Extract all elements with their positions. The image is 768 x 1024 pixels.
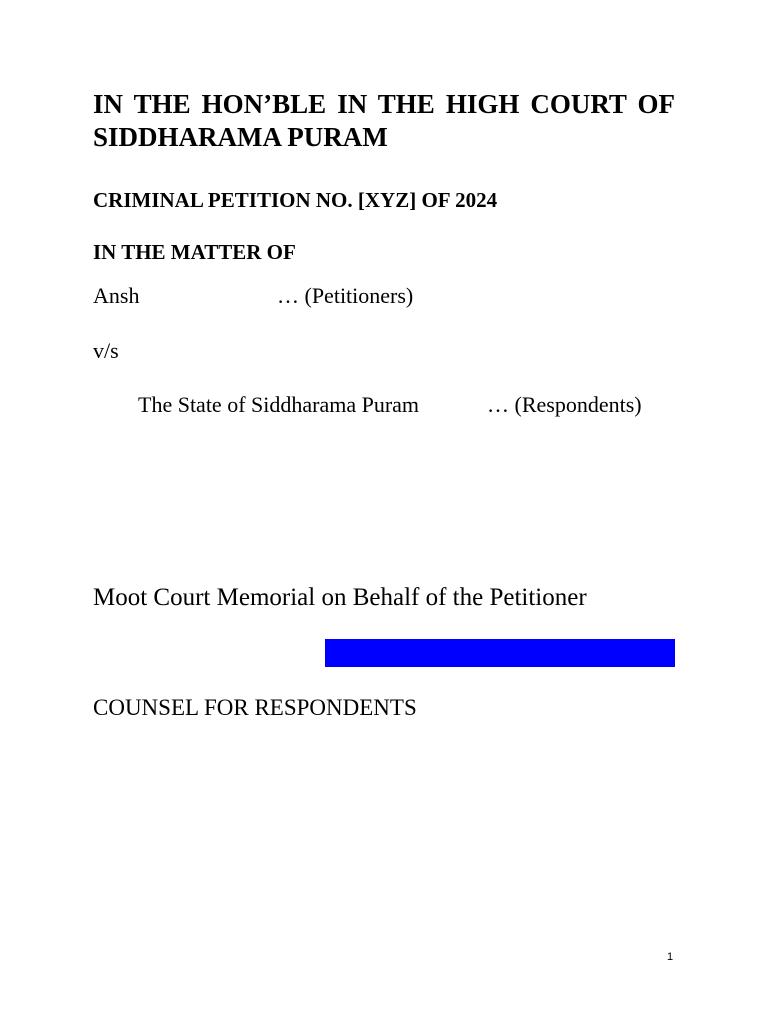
- page-number: 1: [667, 951, 674, 963]
- petitioner-role: … (Petitioners): [277, 283, 414, 308]
- versus-label: v/s: [93, 338, 119, 363]
- court-title: IN THE HON’BLE IN THE HIGH COURT OF SIDDHARAMA PURAM: [93, 89, 675, 152]
- matter-heading: IN THE MATTER OF: [93, 240, 296, 264]
- memorial-title: Moot Court Memorial on Behalf of the Petitioner: [93, 584, 587, 611]
- respondent-role: … (Respondents): [487, 392, 642, 417]
- counsel-label: COUNSEL FOR RESPONDENTS: [93, 695, 417, 720]
- petition-number: CRIMINAL PETITION NO. [XYZ] OF 2024: [93, 188, 498, 212]
- respondent-name: The State of Siddharama Puram: [138, 392, 420, 417]
- petitioner-name: Ansh: [93, 283, 140, 308]
- redaction-bar: [325, 639, 675, 667]
